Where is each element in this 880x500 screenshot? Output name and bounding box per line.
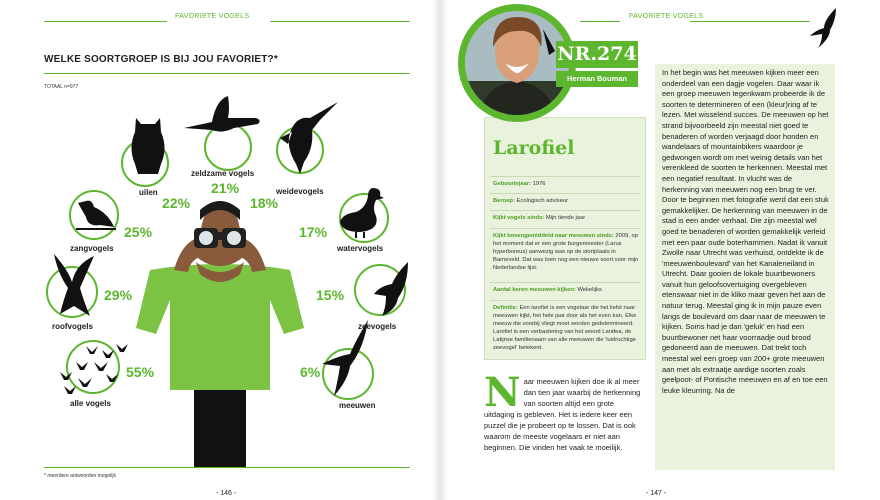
- profile-value: Een larofiel is een vogelaar die het liefst naar meeuwen kijkt, het hele jaar door als het even kan. Elke meeuw die voorbij vliegt moet worden gedetermineerd. Larofiel is een verbastering van het woord Laridea, de Latijnse familienaam van alle meeuwen die 'luidruchtige zeevogel' betekent.: [493, 305, 637, 351]
- main-column-text: In het begin was het meeuwen kijken meer een onderdeel van een dagje vogelen. Daar waar ik een groep meeuwen tegenkwam probeerde ik de soorten te determineren of een (kleur)ring af te lezen. Met wisselend succes. De meeuwen op het strand bijvoorbeeld zijn meestal niet goed te benaderen of worden verjaagd door honden en wandelaars of mountainbikers waardoor je gedwongen wordt om met weinig details van het verenkleed de soorten te herkennen. Meestal met een negatief resultaat. In vlucht was de herkenning van meeuwen nog een brug te ver. Door te beginnen met fotografie werd dat een stuk gemakkelijker. De herkenning van meeuwen in de stad is een ander verhaal. Die zijn meestal wel goed te benaderen of worden gemakkelijk verleid met een paar oude boterhammen. Nadat ik vanuit Zwolle naar Utrecht was verhuisd, ontdekte ik de 'meeuwenboulevard' van het Kanaleneiland in Utrecht. Daar gooien de lokale buurtbewoners vanuit hun geloofsovertuiging overgebleven etenswaar niet in de kliko maar geven het aan de natuur terug. Meestal ging ik in mijn pauze even langs de boulevard om daar naar de meeuwen te kijken. Soms had je dan 'geluk' en had een buurtbewoner net haar voorraadje oud brood gedoneerd aan de meeuwen. Dat trekt toch meestal wel een groep van 200+ grote meeuwen aan met als extraatje aardige soorten zoals geelpoot- of Pontische meeuwen en af en toe een leuke kleurring. Na de: [662, 68, 829, 395]
- footnote: * meerdere antwoorden mogelijk: [44, 473, 116, 479]
- survey-question: WELKE SOORTGROEP IS BIJ JOU FAVORIET?*: [44, 54, 278, 65]
- label-weidevogels: weidevogels: [276, 187, 324, 196]
- header-rule-right-b: [690, 21, 810, 22]
- respondent-number: NR.274: [556, 41, 638, 68]
- profile-value: Wekelijks: [577, 287, 602, 293]
- intro-paragraph: [484, 369, 644, 453]
- songbird-icon: [74, 195, 118, 235]
- person-with-binoculars-illustration: [136, 200, 304, 468]
- profile-value: 2009, op het moment dat er een grote burgemeester (Larus hyperboreus) aanwezig was op de stortplaats in Barneveld. Dat was toen nog een nieuwe soort voor mijn Nederlandse lijst.: [493, 233, 639, 271]
- card-title: Larofiel: [493, 137, 575, 159]
- flock-icon: [56, 340, 132, 396]
- percent-weidevogels: 18%: [250, 195, 279, 211]
- drop-cap: N: [484, 369, 521, 416]
- label-watervogels: watervogels: [337, 244, 384, 253]
- card-rule-3: [490, 210, 640, 211]
- profile-key: Aantal keren meeuwen kijken:: [493, 287, 576, 293]
- card-rule-1: [490, 176, 640, 177]
- portrait-photo: [465, 11, 569, 115]
- profile-frequency: [493, 286, 639, 294]
- label-meeuwen: meeuwen: [339, 401, 376, 410]
- card-rule-5: [490, 282, 640, 283]
- gull-icon: [316, 318, 372, 398]
- owl-icon: [126, 112, 170, 176]
- left-header: FAVORIETE VOGELS: [175, 13, 250, 20]
- label-zangvogels: zangvogels: [70, 244, 114, 253]
- profile-key: Kijkt bovengemiddeld naar meeuwen sinds:: [493, 233, 614, 239]
- label-roofvogels: roofvogels: [52, 322, 93, 331]
- profile-birding-since: [493, 214, 639, 222]
- footer-rule-left: [44, 467, 410, 468]
- sample-total: TOTAAL n=977: [44, 84, 79, 90]
- profile-value: Ecologisch adviseur: [516, 198, 569, 204]
- label-uilen: uilen: [139, 188, 158, 197]
- goose-icon: [336, 184, 388, 238]
- percent-uilen: 22%: [162, 195, 191, 211]
- percent-watervogels: 17%: [299, 224, 328, 240]
- page-number-left: - 146 -: [216, 490, 237, 497]
- wader-icon: [270, 100, 340, 176]
- card-rule-6: [490, 300, 640, 301]
- profile-key: Geboortejaar:: [493, 181, 532, 187]
- percent-alle-vogels: 55%: [126, 364, 155, 380]
- profile-definition: [493, 304, 639, 352]
- header-rule-left-b: [270, 21, 410, 22]
- label-zeldzame-vogels: zeldzame vogels: [191, 169, 255, 178]
- respondent-name: Herman Bouman: [556, 71, 638, 87]
- header-rule-left-a: [44, 21, 167, 22]
- swift-icon: [808, 6, 838, 50]
- intro-text: aar meeuwen kijken doe ik al meer dan tien jaar waarbij de herkenning van soorten altijd een grote uitdaging is gebleven. Het is iedere keer een puzzel die je probeert op te lossen. Dat is ook waarom de meeste vogelaars er niet aan beginnen. Die vinden het vaak te moeilijk.: [484, 377, 641, 452]
- profile-profession: [493, 197, 639, 205]
- profile-key: Definitie:: [493, 305, 518, 311]
- page-number-right: - 147 -: [646, 490, 667, 497]
- profile-key: Beroep:: [493, 198, 515, 204]
- percent-roofvogels: 29%: [104, 287, 133, 303]
- card-rule-4: [490, 228, 640, 229]
- question-rule: [44, 73, 410, 74]
- card-rule-2: [490, 193, 640, 194]
- raptor-icon: [50, 252, 98, 320]
- profile-gulls-since: [493, 232, 639, 272]
- header-rule-right-a: [580, 21, 620, 22]
- right-header: FAVORIETE VOGELS: [629, 13, 704, 20]
- seabird-icon: [366, 260, 412, 318]
- flying-bird-icon: [182, 92, 264, 138]
- profile-key: Kijkt vogels sinds:: [493, 215, 545, 221]
- percent-meeuwen: 6%: [300, 364, 321, 380]
- profile-value: Mijn tiende jaar: [545, 215, 586, 221]
- percent-zeevogels: 15%: [316, 287, 345, 303]
- label-alle-vogels: alle vogels: [70, 399, 111, 408]
- profile-birth-year: [493, 180, 639, 188]
- label-zeevogels: zeevogels: [358, 322, 397, 331]
- profile-value: 1976: [532, 181, 546, 187]
- percent-zangvogels: 25%: [124, 224, 153, 240]
- percent-zeldzame-vogels: 21%: [211, 180, 240, 196]
